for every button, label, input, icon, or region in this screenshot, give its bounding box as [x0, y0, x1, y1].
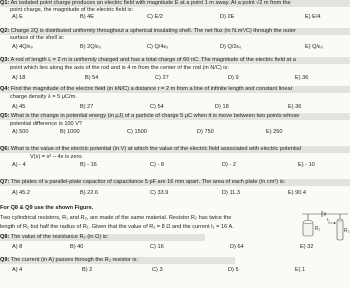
question-6-option-b[interactable]: B) - 16	[80, 162, 97, 168]
group-text-2: length of R₁ but half the radius of R₁. Given that the value of R₁ = 8 Ω and the current I₁ = 16 A.	[0, 224, 234, 230]
question-8-option-a[interactable]: A) 8	[12, 244, 23, 250]
question-1-line-1	[0, 0, 350, 7]
question-4-options	[0, 104, 350, 111]
question-8-number: Q8:	[0, 234, 10, 240]
question-9-options	[0, 267, 350, 274]
question-2-text-1: Charge 2Q is distributed uniformly throughout a spherical insulating shell. The net flux (in N.m²/C) through the outer	[10, 28, 296, 34]
question-2-line-1	[0, 28, 350, 35]
question-8-option-d[interactable]: D) 64	[230, 244, 244, 250]
question-7-option-c[interactable]: C) 33.9	[150, 190, 169, 196]
question-7-option-e[interactable]: E) 90.4	[288, 190, 307, 196]
question-2-option-a[interactable]: A) 4Q/ε₀	[12, 44, 33, 50]
question-9-option-c[interactable]: C) 3	[152, 267, 163, 273]
question-4-option-a[interactable]: A) 45	[12, 104, 26, 110]
question-5-option-a[interactable]: A) 500	[12, 129, 29, 135]
resistor-figure	[300, 210, 350, 242]
question-5-options	[0, 129, 350, 136]
question-2-option-c[interactable]: C) Q/4ε₀	[147, 44, 169, 50]
question-4-option-d[interactable]: D) 18	[215, 104, 229, 110]
question-4-option-c[interactable]: C) 54	[150, 104, 164, 110]
question-3-text-2: point which lies along the axis of the rod and is 4 m from the center of the rod (in N/C) is:	[10, 65, 229, 71]
question-3-option-a[interactable]: A) 18	[12, 75, 26, 81]
question-7-option-b[interactable]: B) 22.6	[80, 190, 99, 196]
question-3-option-e[interactable]: E) 36	[295, 75, 309, 81]
question-1-option-d[interactable]: D) 2E	[220, 14, 235, 20]
question-4-option-e[interactable]: E) 36	[288, 104, 302, 110]
question-5-option-b[interactable]: B) 1000	[60, 129, 80, 135]
question-3-option-b[interactable]: B) 54	[85, 75, 99, 81]
question-7-number: Q7:	[0, 179, 10, 185]
question-2-options	[0, 44, 350, 51]
question-8-option-e[interactable]: E) 32	[300, 244, 314, 250]
question-6-number: Q6:	[0, 146, 10, 152]
question-9-option-b[interactable]: B) 2	[82, 267, 93, 273]
group-heading: For Q8 & Q9 use the shown Figure.	[0, 205, 94, 211]
question-2-number: Q2:	[0, 28, 10, 34]
question-5-option-e[interactable]: E) 250	[266, 129, 283, 135]
group-text-1: Two cylindrical resistors, R₁ and R₂, are made of the same material. Resistor R₂ has twice the	[0, 215, 232, 221]
question-6-line-1	[0, 146, 350, 153]
question-9-text: The current (in A) passes through the R₂ resistor is:	[10, 257, 138, 263]
question-5-number: Q5:	[0, 113, 10, 119]
question-3-number: Q3:	[0, 57, 10, 63]
question-6-text-2: V(x) = x² – 4x is zero.	[30, 154, 83, 160]
question-7-option-a[interactable]: A) 45.2	[12, 190, 31, 196]
question-9-option-a[interactable]: A) 4	[12, 267, 23, 273]
question-1-number: Q1:	[0, 0, 10, 6]
question-2-option-e[interactable]: E) Q/ε₀	[305, 44, 323, 50]
question-9-option-d[interactable]: D) 5	[228, 267, 239, 273]
question-7-option-d[interactable]: D) 11.3	[222, 190, 240, 196]
question-4-option-b[interactable]: B) 27	[80, 104, 94, 110]
question-5-option-d[interactable]: D) 750	[197, 129, 214, 135]
question-1-text-2: point charge, the magnitude of the electric field is:	[10, 7, 134, 13]
figure-label-r1: R₁	[315, 226, 321, 232]
question-6-option-d[interactable]: D) - 2	[222, 162, 236, 168]
question-3-option-d[interactable]: D) 9	[228, 75, 239, 81]
question-3-option-c[interactable]: C) 27	[155, 75, 169, 81]
question-9-line-1	[0, 257, 235, 264]
question-6-options	[0, 162, 350, 169]
question-6-option-a[interactable]: A) - 4	[12, 162, 26, 168]
question-8-line-1	[0, 234, 205, 241]
question-8-options	[0, 244, 350, 251]
question-8-option-b[interactable]: B) 40	[70, 244, 84, 250]
figure-label-r2: R₂	[344, 228, 350, 234]
question-5-line-1	[0, 113, 350, 120]
question-5-text-2: potential difference is 100 V?	[10, 121, 83, 127]
question-2-text-2: surface of the shell is:	[10, 35, 65, 41]
question-9-number: Q9:	[0, 257, 10, 263]
question-6-option-e[interactable]: E) - 10	[298, 162, 315, 168]
question-1-option-e[interactable]: E) E/4	[305, 14, 321, 20]
question-4-text-2: charge density λ = 5 μC/m.	[10, 94, 77, 100]
figure-label-i: I₁	[327, 217, 330, 222]
question-1-option-a[interactable]: A) E	[12, 14, 23, 20]
question-3-text-1: A rod of length L = 2 m is uniformly charged and has a total charge of 60 nC. The magnitude of the electric field at a	[10, 57, 296, 63]
question-4-number: Q4:	[0, 86, 10, 92]
resistor-figure-drawing	[300, 210, 350, 242]
question-7-options	[0, 190, 350, 197]
question-1-option-c[interactable]: C) E/2	[147, 14, 163, 20]
question-1-options	[0, 14, 350, 21]
question-4-text-1: Find the magnitude of the electric field (in kN/C) a distance r = 2 m from a line of infinite length and constant linear	[10, 86, 293, 92]
question-2-option-b[interactable]: B) 2Q/ε₀	[80, 44, 101, 50]
question-2-option-d[interactable]: D) Q/2ε₀	[220, 44, 242, 50]
question-5-option-c[interactable]: C) 1500	[127, 129, 147, 135]
question-7-line-1	[0, 179, 350, 186]
question-4-line-1	[0, 86, 350, 93]
question-6-option-c[interactable]: C) - 8	[150, 162, 164, 168]
question-5-text-1: What is the change in potential energy (in μJ) of a particle of charge 5 μC when it is move between two points whose	[10, 113, 300, 119]
question-3-line-1	[0, 57, 350, 64]
question-3-options	[0, 75, 350, 82]
question-7-text-1: The plates of a parallel-plate capacitor of capacitance 5 pF are 16 mm apart. The area of each plate (in cm²) is:	[10, 179, 286, 185]
question-8-text: The value of the resistance R₂ (in Ω) is:	[10, 234, 109, 240]
question-1-text-1: An isolated point charge produces an electric field with magnitude E at a point 1 m away. At a point √2 m from the	[10, 0, 291, 6]
question-6-text-1: What is the value of the electric potential (in V) at which the value of the electric field associated with electric potential	[10, 146, 301, 152]
question-9-option-e[interactable]: E) 1	[295, 267, 306, 273]
question-1-option-b[interactable]: B) 4E	[80, 14, 94, 20]
question-8-option-c[interactable]: C) 16	[150, 244, 164, 250]
